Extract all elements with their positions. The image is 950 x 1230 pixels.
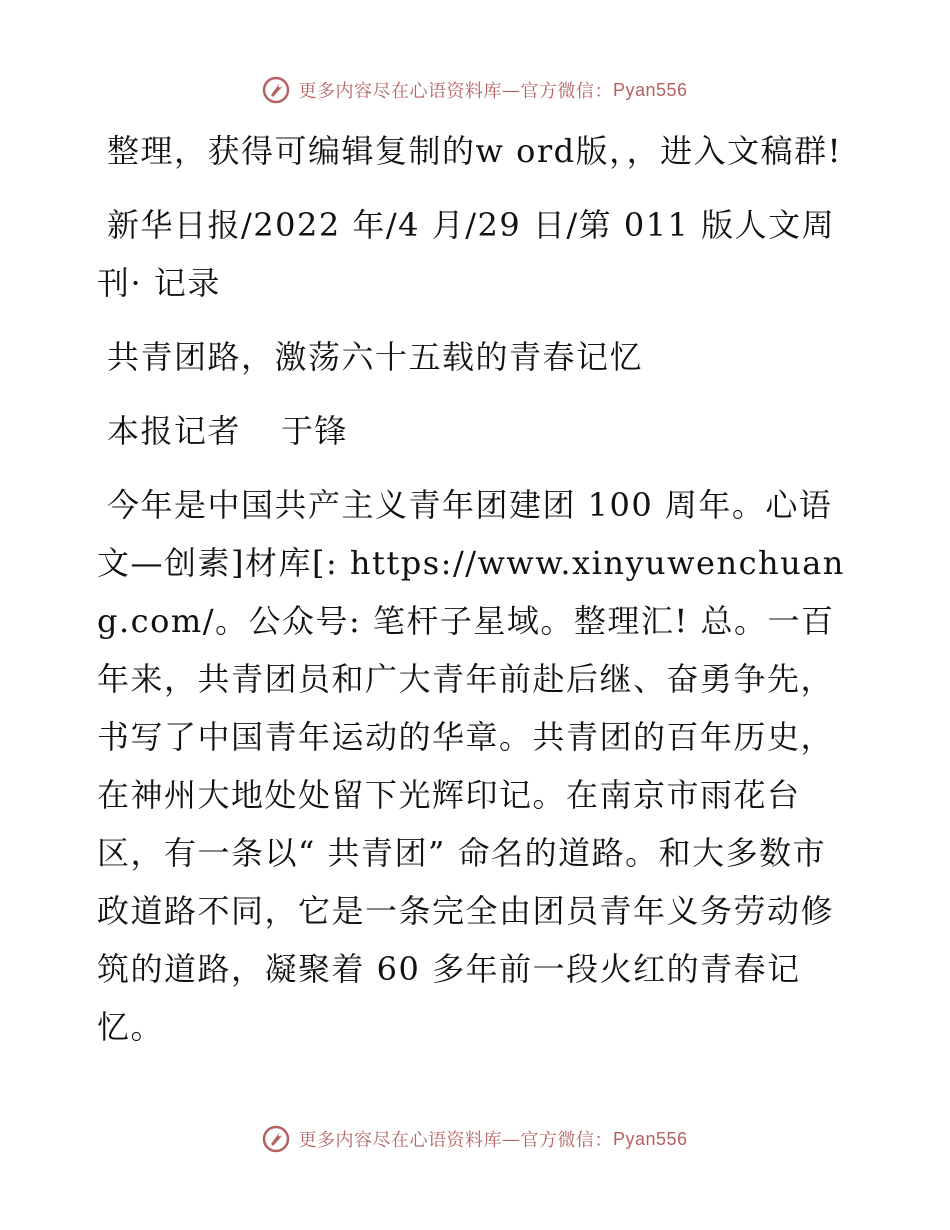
banner-wechat-label: 官方微信：	[520, 81, 613, 102]
banner-wechat-id: Pyan556	[612, 79, 688, 100]
pen-nib-logo-icon	[262, 76, 290, 104]
reporter-line	[97, 402, 857, 460]
pen-nib-logo-icon	[262, 1125, 290, 1153]
footer-banner	[0, 1119, 950, 1159]
reporter-label: 本报记者	[107, 412, 242, 450]
source-byline: 新华日报/2022 年/4 月/29 日/第 011 版人文周刊· 记录	[97, 206, 836, 302]
reporter-name: 于锋	[281, 412, 349, 450]
article-body-paragraph: 今年是中国共产主义青年团建团 100 周年。心语文—创素]材库[: https://www.xinyuwenchuang.com/。公众号: 笔杆子星域。整理汇! 总。一百年来，共青团员和广大青年前赴后继、奋勇争先，书写了中国青年运动的华章。共青团的百年历史，在神州大地处处留下光辉印记。在南京市雨花台区，有一条以“ 共青团” 命名的道路。和大多数市政道路不同，它是一条完全由团员青年义务劳动修筑的道路，凝聚着 60 多年前一段火红的青春记忆。	[97, 486, 845, 1046]
header-banner	[0, 70, 950, 110]
banner-dash: —	[501, 1128, 521, 1150]
banner-wechat-id: Pyan556	[612, 1128, 688, 1149]
banner-site-text: 更多内容尽在心语资料库	[298, 81, 502, 102]
banner-site-text: 更多内容尽在心语资料库	[298, 1130, 502, 1151]
banner-wechat-label: 官方微信：	[520, 1130, 613, 1151]
banner-dash: —	[501, 79, 521, 101]
intro-paragraph: 整理，获得可编辑复制的w ord版，，进入文稿群!	[107, 132, 842, 170]
document-body	[97, 122, 857, 1056]
article-headline: 共青团路，激荡六十五载的青春记忆	[107, 338, 644, 376]
